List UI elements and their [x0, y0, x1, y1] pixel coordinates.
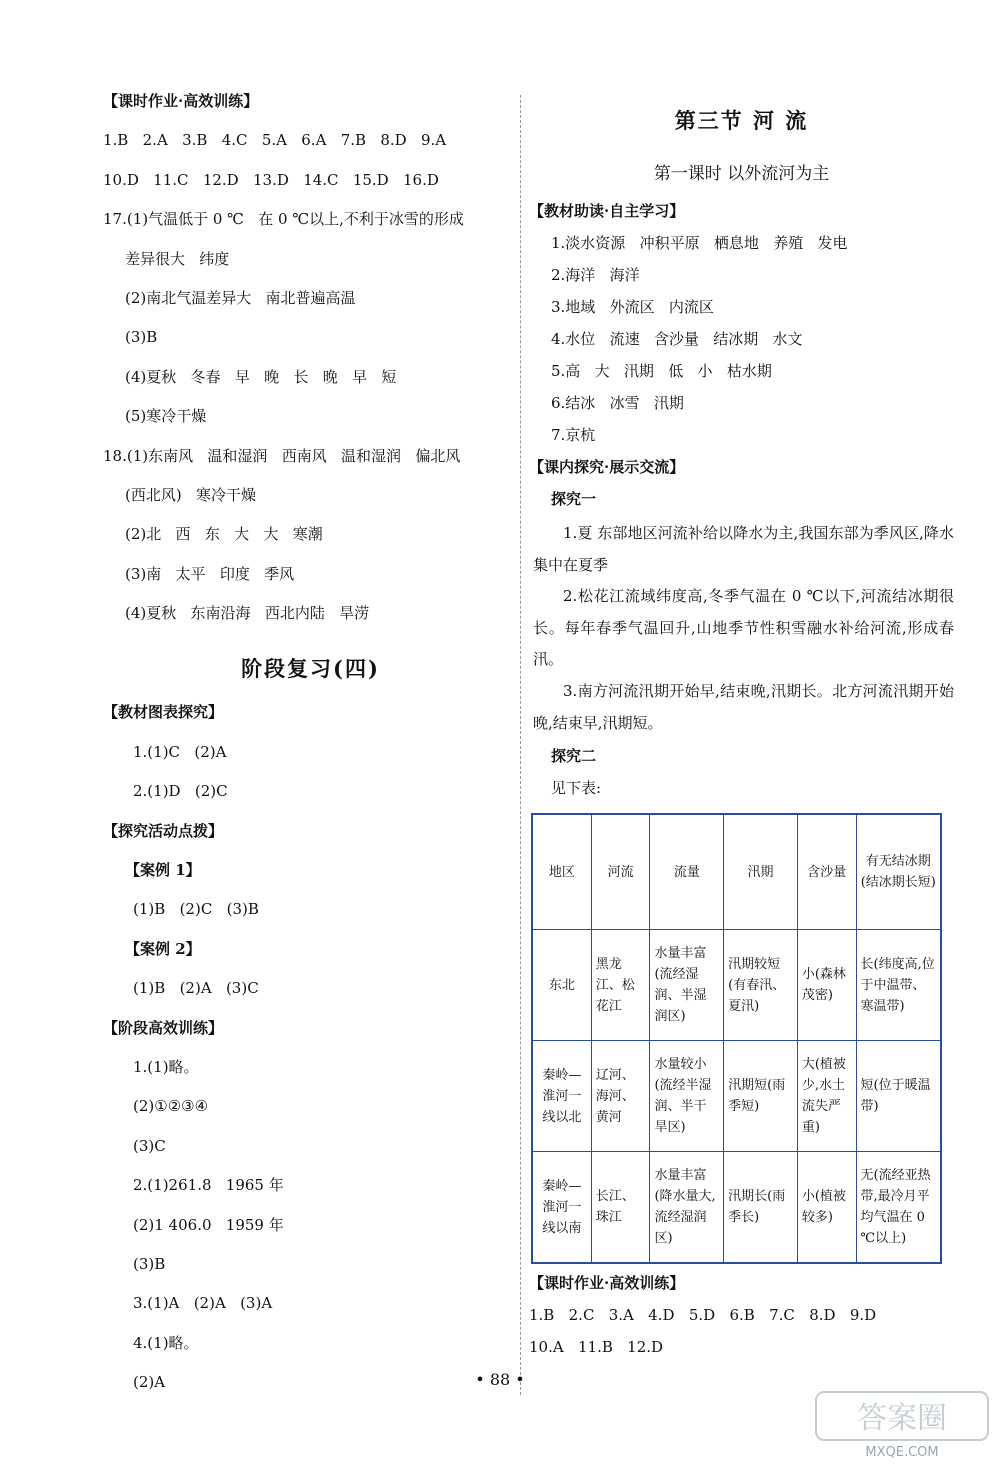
section-title: 第三节 河 流 [674, 108, 809, 133]
answer-line: 3.地域 外流区 内流区 [551, 298, 714, 316]
answer-line: 差异很大 纬度 [125, 249, 230, 268]
see-table-note: 见下表: [551, 779, 602, 798]
section-heading-homework: 【课时作业·高效训练】 [529, 1274, 685, 1293]
table-cell: 秦岭—淮河一线以北 [532, 1041, 591, 1152]
table-cell: 东北 [532, 930, 591, 1041]
answer-line: 7.京杭 [551, 426, 596, 444]
table-cell: 长江、珠江 [591, 1152, 650, 1264]
answer-line: 10.A 11.B 12.D [529, 1338, 664, 1357]
section-heading: 【阶段高效训练】 [103, 1018, 224, 1037]
stage-review-title: 阶段复习(四) [241, 656, 380, 682]
homework-answers [529, 1302, 954, 1366]
section-heading: 【教材图表探究】 [103, 703, 224, 722]
table-header-cell: 有无结冰期(结冰期长短) [856, 814, 941, 930]
table-cell: 黑龙江、松花江 [591, 930, 650, 1041]
answer-line: 1.B 2.A 3.B 4.C 5.A 6.A 7.B 8.D 9.A [103, 131, 447, 150]
section-heading: 【案例 2】 [125, 939, 201, 958]
answer-line: (2)①②③④ [133, 1097, 209, 1116]
answer-line: 6.结冰 冰雪 汛期 [551, 394, 684, 412]
answer-line: 3.(1)A (2)A (3)A [133, 1294, 273, 1313]
answer-line: 4.水位 流速 含沙量 结冰期 水文 [551, 330, 803, 348]
table-cell: 水量丰富(流经湿润、半湿润区) [650, 930, 724, 1041]
table-cell: 辽河、海河、黄河 [591, 1041, 650, 1152]
answer-line: (4)夏秋 冬春 早 晚 长 晚 早 短 [125, 367, 397, 386]
section-heading: 【课时作业·高效训练】 [103, 92, 259, 110]
answer-line: (4)夏秋 东南沿海 西北内陆 旱涝 [125, 604, 370, 623]
left-column [103, 88, 518, 1409]
answer-line: 5.高 大 汛期 低 小 枯水期 [551, 362, 772, 380]
explore-paragraph: 3.南方河流汛期开始早,结束晚,汛期长。北方河流汛期开始晚,结束早,汛期短。 [533, 681, 954, 732]
table-cell: 汛期长(雨季长) [724, 1152, 798, 1264]
answer-line: 10.D 11.C 12.D 13.D 14.C 15.D 16.D [103, 170, 439, 189]
column-divider [520, 95, 521, 1395]
table-row [532, 930, 941, 1041]
explore-one-paragraphs [529, 518, 954, 739]
answer-line: (3)南 太平 印度 季风 [125, 564, 295, 583]
answer-line: (2)南北气温差异大 南北普遍高温 [125, 288, 356, 307]
page-number: • 88 • [475, 1370, 525, 1389]
lesson-subtitle: 第一课时 以外流河为主 [653, 164, 830, 184]
table-cell: 小(森林茂密) [797, 930, 856, 1041]
section-heading-self-study: 【教材助读·自主学习】 [529, 202, 685, 220]
table-header-row [532, 814, 941, 930]
table-header-cell: 含沙量 [797, 814, 856, 930]
answer-line: 1.(1)C (2)A [133, 742, 227, 761]
explore-one-heading: 探究一 [551, 490, 597, 508]
answer-line: (3)B [125, 328, 158, 347]
table-cell: 汛期较短(有春汛、夏汛) [724, 930, 798, 1041]
section-heading: 【探究活动点拨】 [103, 821, 224, 840]
watermark-url: MXQE.COM [865, 1445, 939, 1460]
table-row [532, 1041, 941, 1152]
answer-line: (5)寒冷干燥 [125, 407, 207, 426]
table-header-cell: 汛期 [724, 814, 798, 930]
watermark-text: 答案圈 [857, 1401, 947, 1436]
explore-two-heading: 探究二 [551, 747, 597, 766]
answer-line: 2.(1)261.8 1965 年 [133, 1176, 284, 1195]
answer-line: 18.(1)东南风 温和湿润 西南风 温和湿润 偏北风 [103, 446, 461, 465]
table-cell: 汛期短(雨季短) [724, 1041, 798, 1152]
section-heading-explore: 【课内探究·展示交流】 [529, 458, 685, 476]
river-comparison-table [531, 813, 942, 1264]
answer-line: 17.(1)气温低于 0 ℃ 在 0 ℃以上,不利于冰雪的形成 [103, 210, 464, 229]
answer-line: (2)北 西 东 大 大 寒潮 [125, 525, 323, 544]
answer-line: 2.(1)D (2)C [133, 782, 228, 801]
answer-line: 4.(1)略。 [133, 1333, 199, 1352]
answer-line: 2.海洋 海洋 [551, 266, 640, 284]
answer-line: (1)B (2)C (3)B [133, 900, 259, 919]
table-cell: 长(纬度高,位于中温带、寒温带) [856, 930, 941, 1041]
watermark-logo [812, 1388, 992, 1462]
table-cell: 短(位于暖温带) [856, 1041, 941, 1152]
answer-line: 1.B 2.C 3.A 4.D 5.D 6.B 7.C 8.D 9.D [529, 1306, 877, 1325]
explore-paragraph: 2.松花江流域纬度高,冬季气温在 0 ℃以下,河流结冰期很长。每年春季气温回升,山地季节性积雪融水补给河流,形成春汛。 [533, 587, 954, 669]
answer-line: (西北风) 寒冷干燥 [125, 485, 257, 504]
answer-line: 1.淡水资源 冲积平原 栖息地 养殖 发电 [551, 234, 848, 252]
answer-line: 1.(1)略。 [133, 1057, 199, 1076]
table-cell: 小(植被较多) [797, 1152, 856, 1264]
answer-line: (3)B [133, 1254, 166, 1273]
table-header-cell: 流量 [650, 814, 724, 930]
table-cell: 水量较小(流经半湿润、半干旱区) [650, 1041, 724, 1152]
table-row [532, 1152, 941, 1264]
right-column [529, 88, 954, 1366]
table-cell: 大(植被少,水土流失严重) [797, 1041, 856, 1152]
explore-paragraph: 1.夏 东部地区河流补给以降水为主,我国东部为季风区,降水集中在夏季 [533, 524, 954, 574]
self-study-answers [529, 230, 954, 454]
table-cell: 水量丰富(降水量大,流经湿润区) [650, 1152, 724, 1264]
table-cell: 秦岭—淮河一线以南 [532, 1152, 591, 1264]
section-heading: 【案例 1】 [125, 861, 201, 880]
table-header-cell: 地区 [532, 814, 591, 930]
table-header-cell: 河流 [591, 814, 650, 930]
answer-line: (2)1 406.0 1959 年 [133, 1215, 284, 1234]
answer-line: (2)A [133, 1373, 166, 1392]
table-body [532, 930, 941, 1264]
answer-line: (1)B (2)A (3)C [133, 979, 259, 998]
table-cell: 无(流经亚热带,最冷月平均气温在 0 ℃以上) [856, 1152, 941, 1264]
answer-line: (3)C [133, 1136, 166, 1155]
